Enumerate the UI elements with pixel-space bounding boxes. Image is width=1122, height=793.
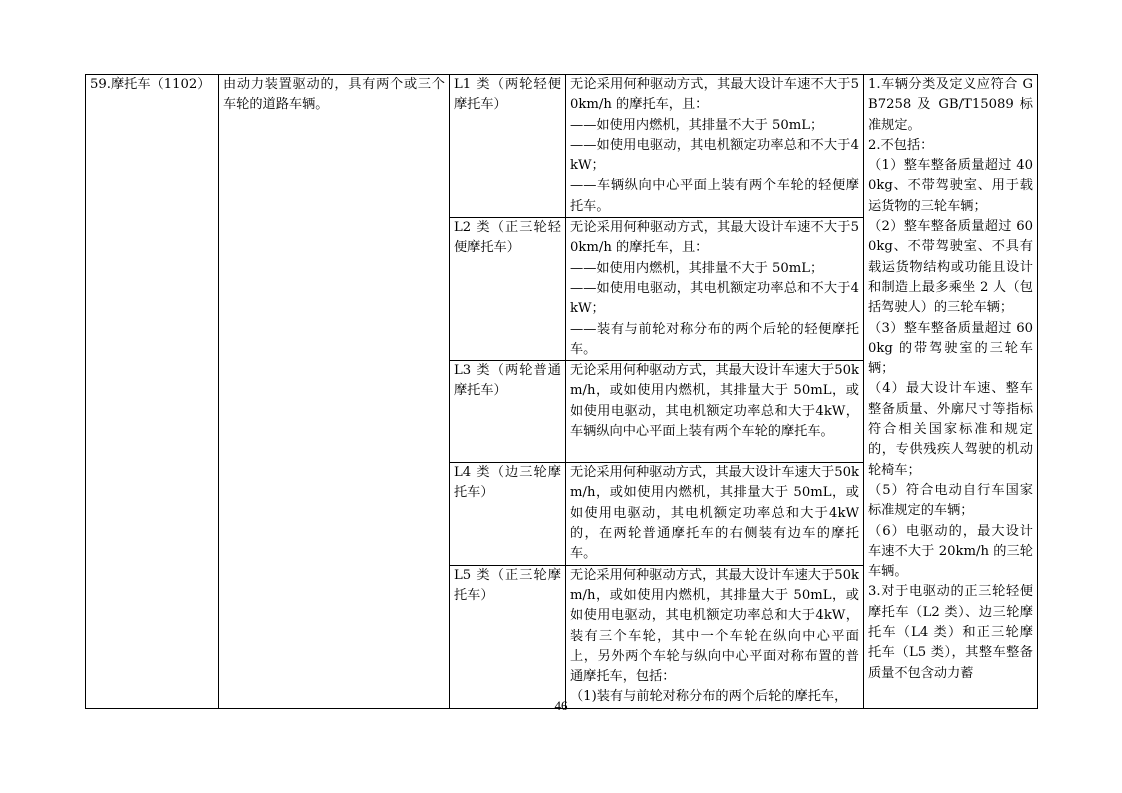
description-line: ——如使用电驱动，其电机额定功率总和不大于4kW； <box>570 137 859 174</box>
description-line: （1)装有与前轮对称分布的两个后轮的摩托车， <box>570 689 848 705</box>
description-cell <box>566 75 864 218</box>
category-label: L3 类（两轮普通摩托车） <box>454 363 561 399</box>
description-line: ——装有与前轮对称分布的两个后轮的轻便摩托车。 <box>570 321 859 357</box>
description-line: ——如使用内燃机，其排量不大于 50mL； <box>570 117 824 133</box>
remark-line: （2）整车整备质量超过 600kg、不带驾驶室、不具有载运货物结构或功能且设计和制造上最多乘坐 2 人（包括驾驶人）的三轮车辆； <box>868 219 1033 316</box>
category-cell <box>450 565 566 708</box>
definition-cell <box>219 75 450 709</box>
remarks-cell <box>864 75 1038 709</box>
remark-line: （5）符合电动自行车国家标准规定的车辆； <box>868 482 1033 519</box>
item-definition: 由动力装置驱动的，具有两个或三个车轮的道路车辆。 <box>223 77 445 113</box>
description-line: 无论采用何种驱动方式，其最大设计车速不大于50km/h 的摩托车，且： <box>570 77 859 113</box>
description-cell <box>566 361 864 463</box>
category-cell <box>450 361 566 463</box>
description-cell <box>566 565 864 708</box>
remark-line: （3）整车整备质量超过 600kg 的带驾驶室的三轮车辆； <box>868 320 1033 377</box>
category-label: L1 类（两轮轻便摩托车） <box>454 77 561 113</box>
description-line: ——如使用内燃机，其排量不大于 50mL； <box>570 260 824 276</box>
description-cell <box>566 218 864 361</box>
description-line: ——车辆纵向中心平面上装有两个车轮的轻便摩托车。 <box>570 178 859 214</box>
category-cell <box>450 75 566 218</box>
remark-line: （1）整车整备质量超过 400kg、不带驾驶室、用于载运货物的三轮车辆； <box>868 158 1033 214</box>
category-label: L4 类（边三轮摩托车） <box>454 465 561 501</box>
description-line: 无论采用何种驱动方式，其最大设计车速大于50km/h，或如使用内燃机，其排量大于 50mL，或如使用电驱动，其电机额定功率总和大于4kW，装有三个车轮，其中一个车轮在纵向中心平面上，另外两个车轮与纵向中心平面对称布置的普通摩托车，包括： <box>570 567 859 685</box>
remark-line: （4）最大设计车速、整车整备质量、外廓尺寸等指标符合相关国家标准和规定的，专供残疾人驾驶的机动轮椅车； <box>868 381 1033 478</box>
description-line: 无论采用何种驱动方式，其最大设计车速大于50km/h，或如使用内燃机，其排量大于 50mL，或如使用电驱动，其电机额定功率总和大于4kW，车辆纵向中心平面上装有两个车轮的摩托车。 <box>570 363 859 440</box>
page-number: 46 <box>554 698 568 713</box>
description-line: 无论采用何种驱动方式，其最大设计车速不大于50km/h 的摩托车，且： <box>570 220 859 256</box>
remark-line: 1.车辆分类及定义应符合 GB7258 及 GB/T15089 标准规定。 <box>868 77 1033 133</box>
category-cell <box>450 218 566 361</box>
category-cell <box>450 463 566 565</box>
motorcycle-classification-table <box>85 74 1038 709</box>
remark-line: 2.不包括： <box>868 137 934 153</box>
table-row <box>86 75 1038 218</box>
remark-line: 3.对于电驱动的正三轮轻便摩托车（L2 类）、边三轮摩托车（L4 类）和正三轮摩托车（L5 类），其整车整备质量不包含动力蓄 <box>868 584 1033 681</box>
category-label: L5 类（正三轮摩托车） <box>454 567 561 603</box>
item-name: 59.摩托车（1102） <box>90 77 211 92</box>
description-line: ——如使用电驱动，其电机额定功率总和不大于4kW； <box>570 280 859 317</box>
description-cell <box>566 463 864 565</box>
remark-line: （6）电驱动的，最大设计车速不大于 20km/h 的三轮车辆。 <box>868 523 1033 580</box>
category-label: L2 类（正三轮轻便摩托车） <box>454 220 561 256</box>
item-cell <box>86 75 219 709</box>
description-line: 无论采用何种驱动方式，其最大设计车速大于50km/h，或如使用内燃机，其排量大于 50mL，或如使用电驱动，其电机额定功率总和大于4kW 的，在两轮普通摩托车的右侧装有边车的摩托车。 <box>570 465 859 562</box>
